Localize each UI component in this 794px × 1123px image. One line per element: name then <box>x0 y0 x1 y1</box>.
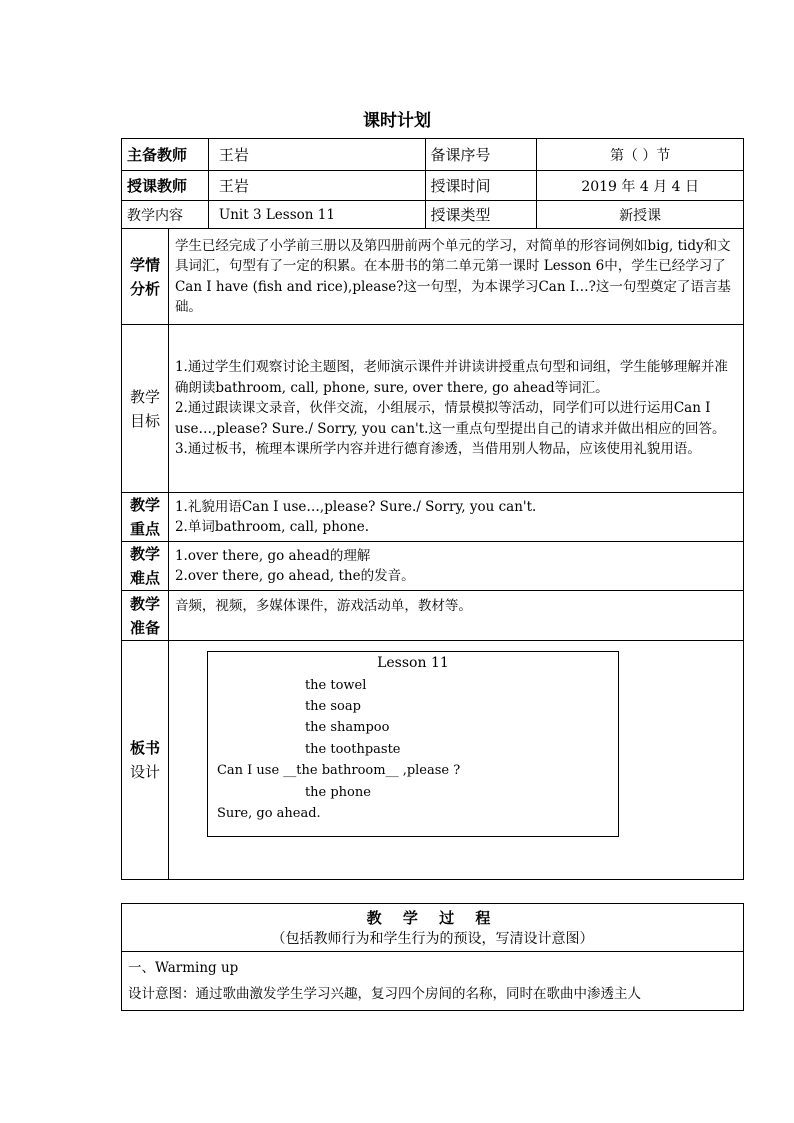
preparation-label <box>122 591 169 641</box>
prep-label-line2: 准备 <box>129 618 160 637</box>
analysis-label-line1: 学情 <box>129 255 160 274</box>
row-board-design <box>122 641 744 880</box>
board-item: the toothpaste <box>304 742 401 757</box>
board-sentence: Can I use __the bathroom__ ,please ? <box>216 763 461 778</box>
process-heading: 教 学 过 程 <box>366 909 499 927</box>
row-teacher <box>122 171 744 201</box>
board-item-phone: the phone <box>304 785 371 800</box>
goals-text <box>168 325 743 493</box>
process-intent: 设计意图：通过歌曲激发学生学习兴趣，复习四个房间的名称，同时在歌曲中渗透主人 <box>128 986 641 1002</box>
row-content <box>122 201 744 229</box>
process-body-row <box>122 952 744 1011</box>
process-body <box>122 952 744 1011</box>
class-type-value: 新授课 <box>537 201 744 229</box>
row-goals <box>122 325 744 493</box>
row-key-points <box>122 493 744 542</box>
analysis-label <box>122 229 169 325</box>
goals-label-line1: 教学 <box>129 387 160 406</box>
board-item: the shampoo <box>304 720 390 735</box>
process-subheading: （包括教师行为和学生行为的预设，写清设计意图） <box>271 931 594 947</box>
preparation-text: 音频，视频，多媒体课件，游戏活动单，教材等。 <box>168 591 743 641</box>
key-label-line1: 教学 <box>129 496 160 514</box>
page-title: 课时计划 <box>363 111 431 131</box>
prep-number-label: 备课序号 <box>425 139 537 171</box>
board-label-line1: 板书 <box>129 739 160 757</box>
process-header-row <box>122 904 744 952</box>
diff-label-line1: 教学 <box>129 545 160 563</box>
key-points-text <box>168 493 743 542</box>
class-time-label: 授课时间 <box>425 171 537 201</box>
row-main-teacher <box>122 139 744 171</box>
board-title: Lesson 11 <box>377 655 449 671</box>
lesson-plan-table <box>121 138 744 880</box>
board-design-label <box>122 641 169 880</box>
board-design-cell <box>168 641 743 880</box>
teacher-label: 授课教师 <box>122 171 209 201</box>
row-analysis <box>122 229 744 325</box>
goals-label-line2: 目标 <box>129 411 160 430</box>
difficulty-item: 1.over there, go ahead的理解 <box>174 547 371 564</box>
board-layout-box <box>207 651 619 837</box>
board-reply: Sure, go ahead. <box>216 806 321 821</box>
difficulties-text <box>168 542 743 591</box>
teacher-value: 王岩 <box>208 171 425 201</box>
difficulties-label <box>122 542 169 591</box>
board-item: the towel <box>304 678 367 693</box>
analysis-label-line2: 分析 <box>129 279 160 298</box>
row-difficulties <box>122 542 744 591</box>
main-teacher-value: 王岩 <box>208 139 425 171</box>
content-value: Unit 3 Lesson 11 <box>208 201 425 229</box>
goals-label <box>122 325 169 493</box>
board-item: the soap <box>304 699 361 714</box>
goal-item: 1.通过学生们观察讨论主题图，老师演示课件并讲读讲授重点句型和词组，学生能够理解并准确朗读bathroom, call, phone, sure, over there, go ahead等词汇。 <box>174 359 728 396</box>
key-point-item: 2.单词bathroom, call, phone. <box>174 519 369 535</box>
key-label-line2: 重点 <box>129 520 160 538</box>
teaching-process-table <box>121 903 744 1011</box>
goal-item: 3.通过板书，梳理本课所学内容并进行德育渗透，当借用别人物品，应该使用礼貌用语。 <box>174 441 701 458</box>
class-type-label: 授课类型 <box>425 201 537 229</box>
process-header <box>122 904 744 952</box>
key-point-item: 1.礼貌用语Can I use…,please? Sure./ Sorry, you can't. <box>174 498 537 515</box>
difficulty-item: 2.over there, go ahead, the的发音。 <box>174 568 415 584</box>
key-points-label <box>122 493 169 542</box>
main-teacher-label: 主备教师 <box>122 139 209 171</box>
process-step: 一、Warming up <box>128 960 239 976</box>
diff-label-line2: 难点 <box>129 569 160 587</box>
content-label: 教学内容 <box>122 201 209 229</box>
board-label-line2: 设计 <box>129 763 160 781</box>
prep-label-line1: 教学 <box>129 594 160 613</box>
row-preparation <box>122 591 744 641</box>
class-time-value: 2019 年 4 月 4 日 <box>537 171 744 201</box>
goal-item: 2.通过跟读课文录音，伙伴交流，小组展示，情景模拟等活动，同学们可以进行运用Can I use…,please? Sure./ Sorry, you can't.这一重点句型提出自己的请求并做出相应的回答。 <box>174 400 726 437</box>
prep-number-value: 第（ ）节 <box>537 139 744 171</box>
analysis-text: 学生已经完成了小学前三册以及第四册前两个单元的学习，对简单的形容词例如big, tidy和文具词汇，句型有了一定的积累。在本册书的第二单元第一课时 Lesson 6中，学生已经学习了Can I have (fish and rice),please?这一句型，为本课学习Can I…?这一句型奠定了语言基础。 <box>168 229 743 325</box>
